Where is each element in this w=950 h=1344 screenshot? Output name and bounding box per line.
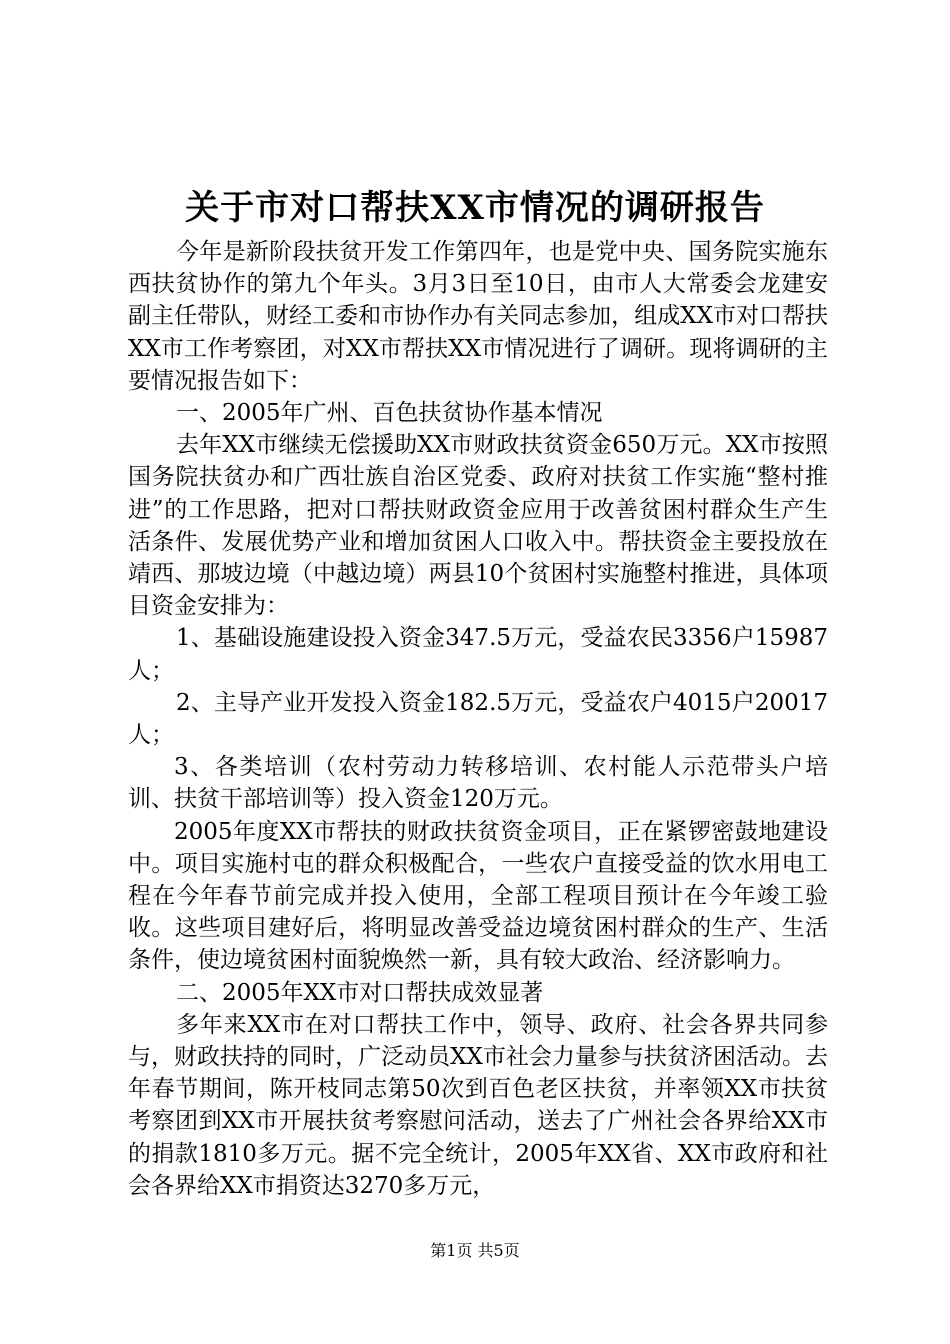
list-item-infrastructure: 1、基础设施建设投入资金347.5万元，受益农民3356户15987人； [128, 625, 828, 684]
paragraph-projects: 2005年度XX市帮扶的财政扶贫资金项目，正在紧锣密鼓地建设中。项目实施村屯的群众积极配合，一些农户直接受益的饮水用电工程在今年春节前完成并投入使用，全部工程项目预计在今年竣工验收。这些项目建好后，将明显改善受益边境贫困村群众的生产、生活条件，使边境贫困村面貌焕然一新，具有较大政治、经济影响力。 [128, 818, 828, 974]
list-item-industry: 2、主导产业开发投入资金182.5万元，受益农户4015户20017人； [128, 689, 828, 749]
paragraph-funding: 去年XX市继续无偿援助XX市财政扶贫资金650万元。XX市按照国务院扶贫办和广西壮族自治区党委、政府对扶贫工作实施“整村推进”的工作思路，把对口帮扶财政资金应用于改善贫困村群众生产生活条件、发展优势产业和增加贫困人口收入中。帮扶资金主要投放在靖西、那坡边境（中越边境）两县10个贫困村实施整村推进，具体项目资金安排为： [128, 432, 828, 620]
section-heading-1: 一、2005年广州、百色扶贫协作基本情况 [176, 400, 603, 427]
paragraph-intro: 今年是新阶段扶贫开发工作第四年，也是党中央、国务院实施东西扶贫协作的第九个年头。3月3日至10日，由市人大常委会龙建安副主任带队，财经工委和市协作办有关同志参加，组成XX市对口帮扶XX市工作考察团，对XX市帮扶XX市情况进行了调研。现将调研的主要情况报告如下： [128, 239, 828, 394]
section-heading-2: 二、2005年XX市对口帮扶成效显著 [176, 979, 544, 1006]
page-footer: 第1页 共5页 [430, 1241, 520, 1260]
document-title: 关于市对口帮扶XX市情况的调研报告 [185, 188, 765, 228]
list-item-training: 3、各类培训（农村劳动力转移培训、农村能人示范带头户培训、扶贫干部培训等）投入资金120万元。 [128, 754, 828, 813]
document-body [128, 236, 828, 1202]
paragraph-results: 多年来XX市在对口帮扶工作中，领导、政府、社会各界共同参与，财政扶持的同时，广泛动员XX市社会力量参与扶贫济困活动。去年春节期间，陈开枝同志第50次到百色老区扶贫，并率领XX市扶贫考察团到XX市开展扶贫考察慰问活动，送去了广州社会各界给XX市的捐款1810多万元。据不完全统计，2005年XX省、XX市政府和社会各界给XX市捐资达3270多万元， [128, 1011, 828, 1199]
